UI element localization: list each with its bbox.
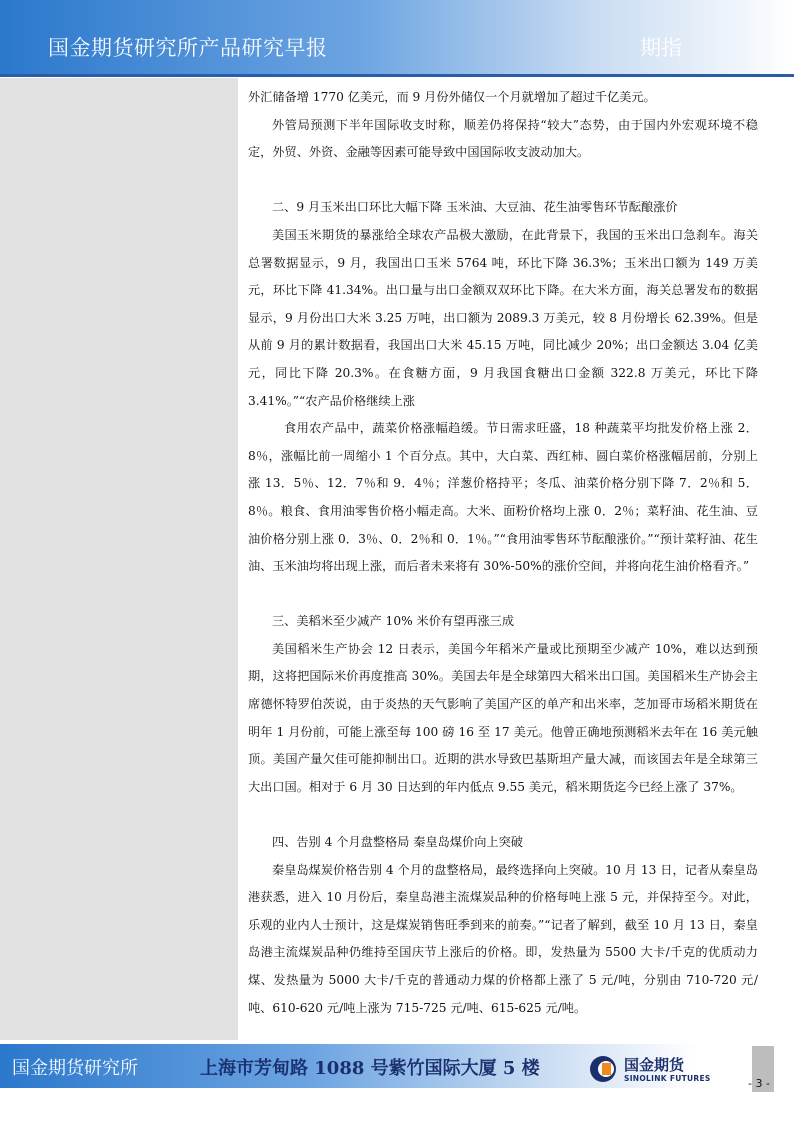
- footer-organization: 国金期货研究所: [12, 1058, 138, 1079]
- paragraph: 美国玉米期货的暴涨给全球农产品极大激励，在此背景下，我国的玉米出口急刹车。海关总署数据显示，9 月，我国出口玉米 5764 吨，环比下降 36.3%；玉米出口额为 149 万美元，环比下降 41.34%。出口量与出口金额双双环比下降。在大米方面，海关总署发布的数据显示，9 月份出口大米 3.25 万吨，出口额为 2089.3 万美元，较 8 月份增长 62.39%。但是从前 9 月的累计数据看，我国出口大米 45.15 万吨，同比减少 20%；出口金额达 3.04 亿美元，同比下降 20.3%。在食糖方面，9 月我国食糖出口金额 322.8 万美元，环比下降 3.41%。”“农产品价格继续上涨: [248, 227, 758, 408]
- paragraph: 秦皇岛煤炭价格告别 4 个月的盘整格局，最终选择向上突破。10 月 13 日，记者从秦皇岛港获悉，进入 10 月份后，秦皇岛港主流煤炭品种的价格每吨上涨 5 元，并保持至今。对此，乐观的业内人士预计，这是煤炭销售旺季到来的前奏。”“记者了解到，截至 10 月 13 日，秦皇岛港主流煤炭品种仍维持至国庆节上涨后的价格。即，发热量为 5500 大卡/千克的优质动力煤、发热量为 5000 大卡/千克的普通动力煤的价格都上涨了 5 元/吨，分别由 710-720 元/吨、610-620 元/吨上涨为 715-725 元/吨、615-625 元/吨。: [248, 862, 758, 1015]
- paragraph: 外汇储备增 1770 亿美元，而 9 月份外储仅一个月就增加了超过千亿美元。: [248, 90, 656, 104]
- logo-mark-icon: [588, 1054, 618, 1084]
- page-header: [0, 0, 794, 77]
- paragraph: 美国稻米生产协会 12 日表示，美国今年稻米产量或比预期至少减产 10%，难以达到预期，这将把国际米价再度推高 30%。美国去年是全球第四大稻米出口国。美国稻米生产协会主席德怀特罗伯茨说，由于炎热的天气影响了美国产区的单产和出米率，芝加哥市场稻米期货在明年 1 月份前，可能上涨至每 100 磅 16 至 17 美元。他曾正确地预测稻米去年在 16 美元触顶。美国产量欠佳可能抑制出口。近期的洪水导致巴基斯坦产量大减，而该国去年是全球第三大出口国。相对于 6 月 30 日达到的年内低点 9.55 美元，稻米期货迄今已经上涨了 37%。: [248, 641, 758, 794]
- paragraph: 食用农产品中，蔬菜价格涨幅趋缓。节日需求旺盛，18 种蔬菜平均批发价格上涨 2．8％，涨幅比前一周缩小 1 个百分点。其中，大白菜、西红柿、圆白菜价格涨幅居前，分别上涨 13．5％、12．7％和 9．4％；洋葱价格持平；冬瓜、油菜价格分别下降 7．2％和 5．8％。粮食、食用油零售价格小幅走高。大米、面粉价格均上涨 0．2％；菜籽油、花生油、豆油价格分别上涨 0．3％、0．2％和 0．1％。”“食用油零售环节酝酿涨价。”“预计菜籽油、花生油、玉米油均将出现上涨，而后者未来将有 30%-50%的涨价空间，并将向花生油价格看齐。”: [248, 421, 758, 574]
- page-number: - 3 -: [748, 1077, 770, 1090]
- section-heading: 四、告别 4 个月盘整格局 秦皇岛煤价向上突破: [272, 835, 523, 850]
- footer-address: 上海市芳甸路 1088 号紫竹国际大厦 5 楼: [200, 1058, 540, 1079]
- logo-text-en: SINOLINK FUTURES: [624, 1074, 711, 1083]
- logo-text-cn: 国金期货: [624, 1056, 685, 1074]
- left-margin-panel: [0, 78, 238, 1040]
- report-body: [248, 84, 758, 1039]
- paragraph: 外管局预测下半年国际收支时称，顺差仍将保持“较大”态势，由于国内外宏观环境不稳定，外贸、外资、金融等因素可能导致中国国际收支波动加大。: [248, 117, 758, 160]
- report-title: 国金期货研究所产品研究早报: [48, 36, 328, 60]
- report-category: 期指: [640, 36, 682, 60]
- section-heading: 二、9 月玉米出口环比大幅下降 玉米油、大豆油、花生油零售环节酝酿涨价: [272, 200, 678, 215]
- company-logo: [588, 1052, 728, 1088]
- section-heading: 三、美稻米至少减产 10% 米价有望再涨三成: [272, 614, 515, 629]
